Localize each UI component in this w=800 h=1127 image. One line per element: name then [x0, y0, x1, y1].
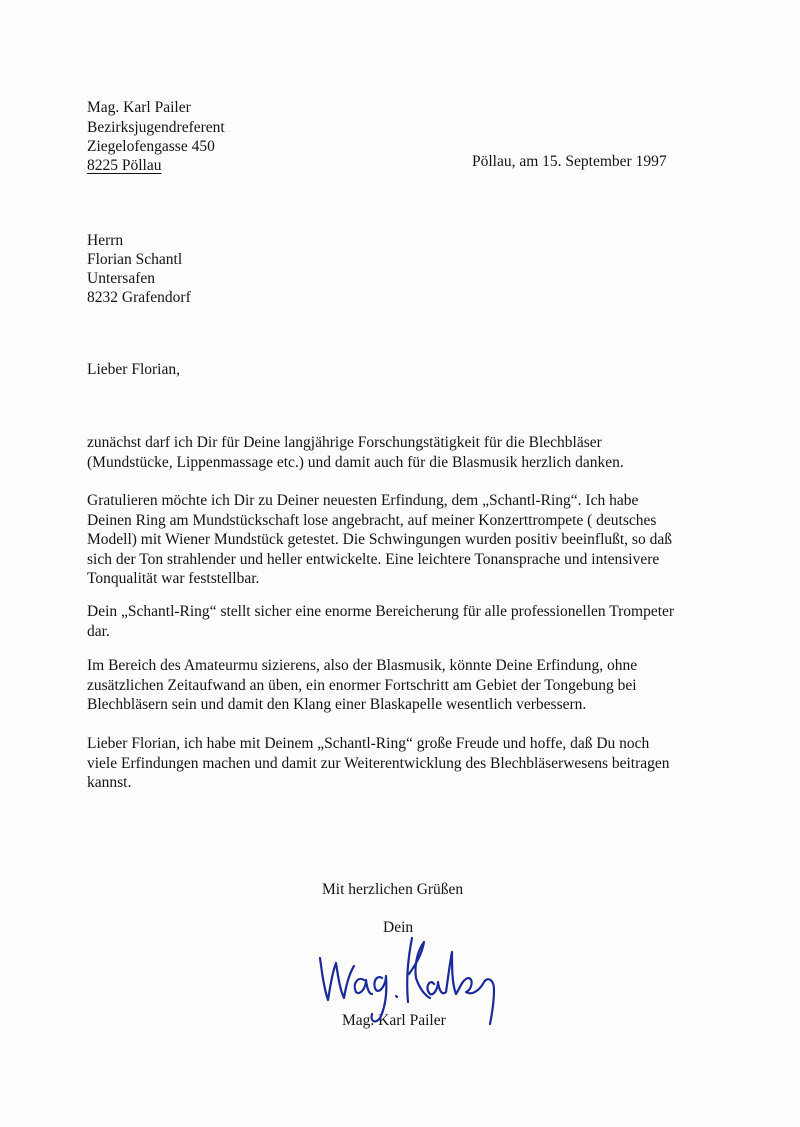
paragraph-enrichment [87, 602, 707, 641]
greeting: Lieber Florian, [87, 361, 180, 378]
paragraph-line: kannst. [87, 774, 132, 791]
sender-title: Bezirksjugendreferent [87, 119, 225, 136]
signature-stroke [396, 996, 397, 997]
paragraph-wishes [87, 734, 707, 793]
date-line: Pöllau, am 15. September 1997 [472, 153, 667, 170]
paragraph-line: Im Bereich des Amateurmu sizierens, also der Blasmusik, könnte Deine Erfindung, ohne [87, 657, 638, 674]
signature-stroke [427, 952, 494, 1024]
paragraph-line: (Mundstücke, Lippenmassage etc.) und damit auch für die Blasmusik herzlich danken. [87, 453, 624, 471]
paragraph-line: dar. [87, 622, 110, 640]
closing-dein: Dein [383, 919, 414, 936]
recipient-salutation: Herrn [87, 232, 124, 249]
sender-city: 8225 Pöllau [87, 157, 162, 174]
paragraph-line: Tonqualität war feststellbar. [87, 570, 260, 587]
recipient-city: 8232 Grafendorf [87, 289, 191, 306]
paragraph-line: Dein „Schantl-Ring“ stellt sicher eine enorme Bereicherung für alle professionellen Trompeter [87, 603, 675, 620]
sender-name: Mag. Karl Pailer [87, 99, 191, 116]
recipient-name: Florian Schantl [87, 251, 183, 268]
closing-phrase: Mit herzlichen Grüßen [322, 881, 464, 898]
paragraph-line: viele Erfindungen machen und damit zur Weiterentwicklung des Blechbläserwesens beitragen [87, 754, 670, 772]
paragraph-amateur [87, 656, 707, 715]
paragraph-invention [87, 491, 707, 589]
signature-stroke [320, 958, 354, 1000]
recipient-street: Untersafen [87, 270, 155, 287]
signed-name: Mag. Karl Pailer [342, 1012, 446, 1029]
paragraph-line: Modell) mit Wiener Mundstück getestet. Die Schwingungen wurden positiv beeinflußt, so daß [87, 531, 672, 548]
signature-stroke [372, 976, 387, 1021]
signature-stroke [407, 938, 430, 1002]
sender-street: Ziegelofengasse 450 [87, 138, 215, 155]
paragraph-line: zunächst darf ich Dir für Deine langjährige Forschungstätigkeit für die Blechbläser [87, 434, 602, 451]
paragraph-line: Gratulieren möchte ich Dir zu Deiner neuesten Erfindung, dem „Schantl-Ring“. Ich habe [87, 492, 639, 509]
paragraph-line: Deinen Ring am Mundstückschaft lose angebracht, auf meiner Konzerttrompete ( deutsches [87, 511, 657, 529]
handwritten-signature [312, 918, 502, 1028]
paragraph-thanks [87, 433, 707, 472]
paragraph-line: zusätzlichen Zeitaufwand an üben, ein enormer Fortschritt am Gebiet der Tongebung bei [87, 676, 637, 694]
paragraph-line: Blechbläsern sein und damit den Klang einer Blaskapelle wesentlich verbessern. [87, 696, 587, 713]
paragraph-line: sich der Ton strahlender und heller entwickelte. Eine leichtere Tonansprache und intensivere [87, 550, 660, 568]
paragraph-line: Lieber Florian, ich habe mit Deinem „Schantl-Ring“ große Freude und hoffe, daß Du noch [87, 735, 650, 752]
signature-stroke [355, 979, 372, 994]
